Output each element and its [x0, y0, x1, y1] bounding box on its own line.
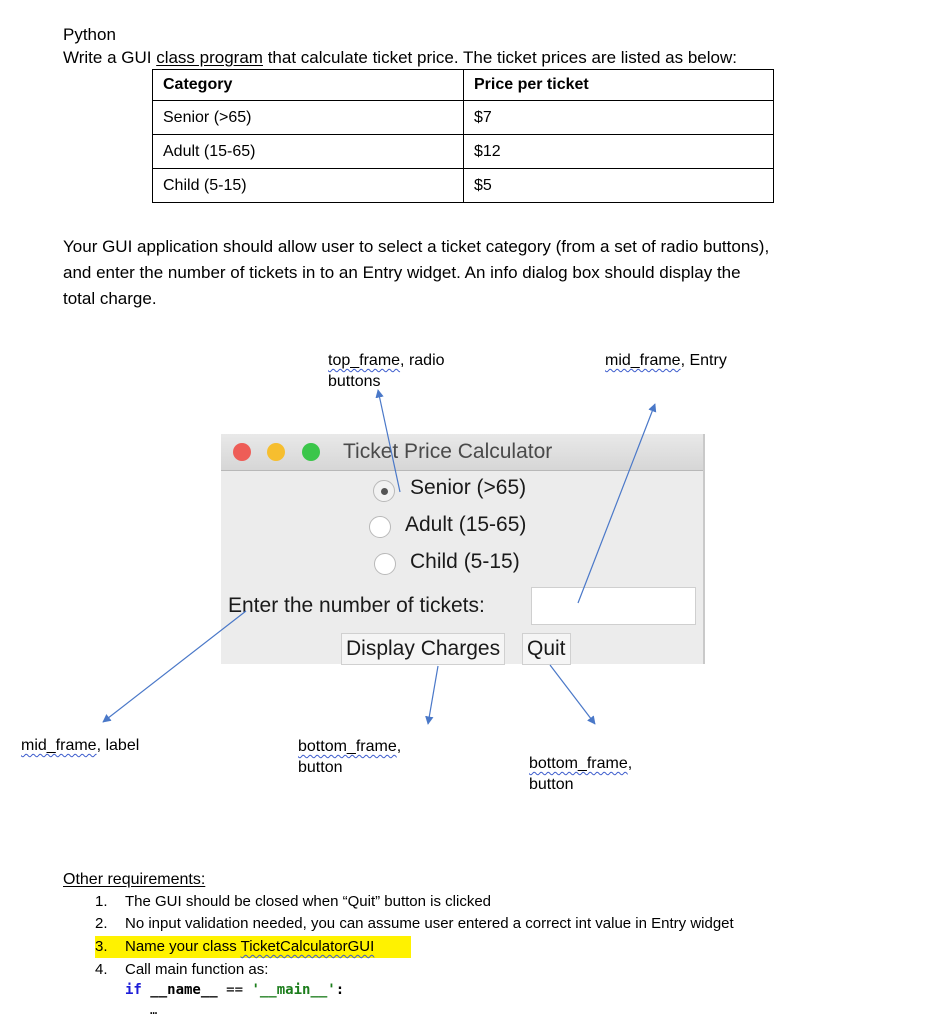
callout-term: top_frame	[328, 352, 401, 369]
callout-rest: , label	[96, 737, 140, 754]
list-number: 2.	[95, 915, 108, 932]
arrow-mid-label	[103, 611, 246, 722]
callout-rest: ,	[627, 755, 633, 772]
list-item	[95, 913, 734, 935]
code-name: __name__	[141, 982, 227, 998]
callout-term: mid_frame	[605, 352, 681, 369]
arrow-bottom-right	[550, 665, 595, 724]
radio-label: Adult (15-65)	[405, 513, 527, 536]
intro-suffix: that calculate ticket price. The ticket prices are listed as below:	[262, 48, 737, 67]
language-title: Python	[63, 25, 116, 44]
radio-label: Senior (>65)	[410, 476, 527, 499]
arrow-top-frame	[378, 390, 400, 492]
list-item	[95, 936, 411, 958]
list-text: The GUI should be closed when “Quit” button is clicked	[125, 893, 492, 910]
list-item	[95, 959, 269, 981]
code-op: ==	[226, 982, 252, 998]
arrow-mid-entry	[578, 404, 655, 603]
callout-line2: button	[298, 759, 343, 776]
description-line-3: total charge.	[63, 289, 157, 308]
list-number: 4.	[95, 961, 108, 978]
table-header-price: Price per ticket	[464, 70, 774, 101]
table-cell-price: $7	[464, 101, 774, 135]
table-cell-price: $5	[464, 169, 774, 203]
callout-rest: ,	[396, 738, 402, 755]
list-text: Name your class TicketCalculatorGUI	[125, 938, 375, 955]
list-number: 3.	[95, 938, 108, 955]
table-cell-category: Adult (15-65)	[153, 135, 464, 169]
window-title: Ticket Price Calculator	[343, 440, 553, 463]
list-text: No input validation needed, you can assume user entered a correct int value in Entry widget	[125, 915, 734, 932]
table-cell-price: $12	[464, 135, 774, 169]
callout-term: mid_frame	[21, 737, 97, 754]
table-cell-category: Senior (>65)	[153, 101, 464, 135]
requirements-heading: Other requirements:	[63, 871, 206, 888]
callout-term: bottom_frame	[529, 755, 628, 772]
arrow-bottom-left	[428, 666, 438, 724]
tickets-label: Enter the number of tickets:	[228, 594, 485, 617]
table-cell-category: Child (5-15)	[153, 169, 464, 203]
description-line-1: Your GUI application should allow user to select a ticket category (from a set of radio buttons),	[63, 237, 770, 256]
main-guard-code	[125, 982, 344, 998]
radio-label: Child (5-15)	[410, 550, 520, 573]
intro-prefix: Write a GUI	[63, 48, 157, 67]
quit-button[interactable]: Quit	[522, 633, 571, 665]
callout-term: bottom_frame	[298, 738, 397, 755]
callout-line2: buttons	[328, 373, 381, 390]
code-keyword: if	[125, 982, 142, 998]
class-name: TicketCalculatorGUI	[240, 938, 375, 955]
code-ellipsis: …	[150, 1003, 158, 1017]
display-charges-button[interactable]: Display Charges	[341, 633, 505, 665]
list-item	[95, 891, 492, 913]
intro-link: class program	[156, 48, 263, 67]
callout-rest: , Entry	[680, 352, 727, 369]
table-header-category: Category	[153, 70, 464, 101]
code-colon: :	[335, 982, 345, 998]
description-line-2: and enter the number of tickets in to an Entry widget. An info dialog box should display the	[63, 263, 741, 282]
callout-line2: button	[529, 776, 574, 793]
callout-rest: , radio	[400, 352, 445, 369]
list-number: 1.	[95, 893, 108, 910]
list-text: Call main function as:	[125, 961, 269, 978]
code-string: '__main__'	[251, 982, 336, 998]
